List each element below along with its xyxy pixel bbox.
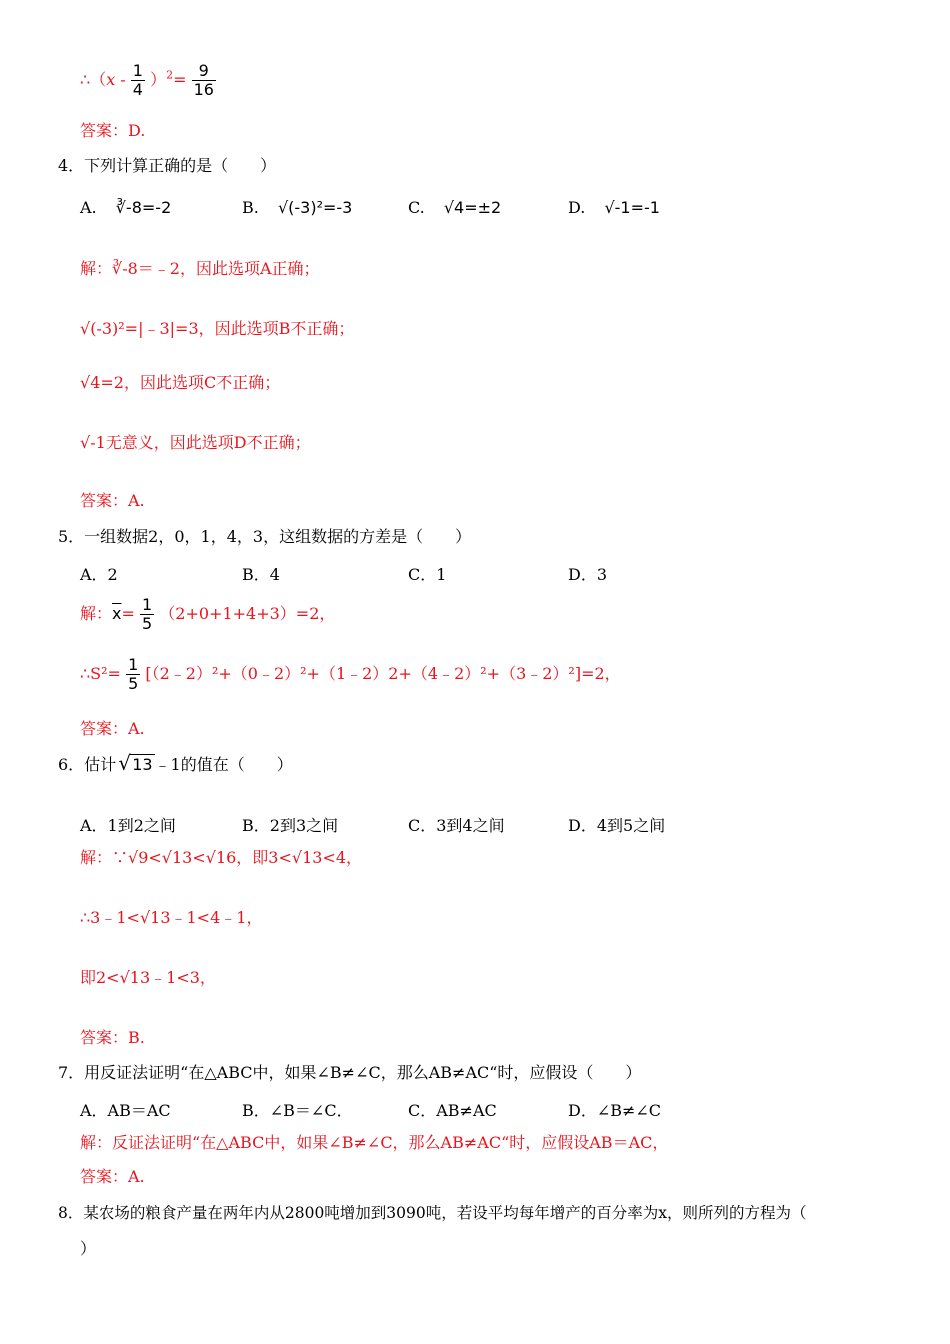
q4-solution-3: √4=2，因此选项C不正确； bbox=[80, 373, 281, 392]
q6-solution-1: 解：∵√9<√13<√16，即3<√13<4， bbox=[80, 848, 363, 867]
q6-option-b: B．2到3之间 bbox=[242, 816, 339, 835]
fraction-one-fifth: $\frac{1}{5}$ bbox=[141, 595, 153, 633]
q4-option-c bbox=[408, 198, 501, 217]
fraction-one-quarter: $\frac{1}{4}$ bbox=[132, 61, 143, 99]
square-exponent: 2 bbox=[166, 68, 174, 82]
q5-sol2-rest: [（2﹣2）²+（0﹣2）²+（1﹣2）2+（4﹣2）²+（3﹣2）²]=2， bbox=[145, 664, 621, 683]
equals-sign: = bbox=[173, 70, 187, 89]
mean-x-bar: $\overline{x}$ bbox=[112, 604, 122, 623]
q4-solution-1: 解：∛-8＝﹣2，因此选项A正确； bbox=[80, 259, 320, 278]
q4-option-c-label: C. bbox=[408, 198, 425, 217]
q6-stem-suffix: ﹣1的值在（ ） bbox=[154, 755, 293, 774]
q6-stem-prefix: 6．估计 bbox=[58, 755, 117, 774]
q4-option-a-label: A. bbox=[80, 198, 97, 217]
var-x: x bbox=[106, 70, 116, 89]
q7-option-a: A．AB＝AC bbox=[80, 1101, 171, 1120]
q4-stem: 4．下列计算正确的是（ ） bbox=[58, 156, 277, 175]
q4-option-a bbox=[80, 198, 171, 217]
q7-option-c: C．AB≠AC bbox=[408, 1101, 497, 1120]
sqrt-13: √ 13 bbox=[118, 754, 154, 776]
q4-option-b-label: B. bbox=[242, 198, 259, 217]
top-solution-line bbox=[80, 62, 216, 99]
q4-option-b bbox=[242, 198, 352, 217]
q4-answer: 答案：A. bbox=[80, 491, 145, 510]
q7-stem: 7．用反证法证明“在△ABC中，如果∠B≠∠C，那么AB≠AC“时，应假设（ ） bbox=[58, 1063, 642, 1082]
q4-solution-4: √-1无意义，因此选项D不正确； bbox=[80, 433, 311, 452]
q7-answer: 答案：A. bbox=[80, 1167, 145, 1186]
q6-solution-3: 即2<√13﹣1<3， bbox=[80, 968, 216, 987]
q6-option-d: D．4到5之间 bbox=[568, 816, 666, 835]
therefore-prefix: ∴（ bbox=[80, 70, 107, 89]
q6-option-a: A．1到2之间 bbox=[80, 816, 176, 835]
q5-sol1-equals: = bbox=[121, 604, 135, 623]
q7-solution: 解：反证法证明“在△ABC中，如果∠B≠∠C，那么AB≠AC“时，应假设AB＝AC， bbox=[80, 1133, 669, 1152]
fraction-nine-sixteenths: $\frac{9}{16}$ bbox=[193, 61, 214, 99]
q4-option-d-expr: √-1=-1 bbox=[604, 198, 660, 217]
q5-option-a: A．2 bbox=[80, 565, 118, 584]
q4-option-d bbox=[568, 198, 660, 217]
q5-stem: 5．一组数据2，0，1，4，3，这组数据的方差是（ ） bbox=[58, 527, 472, 546]
q5-option-c: C．1 bbox=[408, 565, 447, 584]
q5-solution-2 bbox=[80, 656, 621, 693]
q5-answer: 答案：A. bbox=[80, 719, 145, 738]
q4-option-c-expr: √4=±2 bbox=[443, 198, 502, 217]
q6-solution-2: ∴3﹣1<√13﹣1<4﹣1， bbox=[80, 908, 263, 927]
q4-option-d-label: D. bbox=[568, 198, 586, 217]
q8-stem-line1: 8．某农场的粮食产量在两年内从2800吨增加到3090吨，若设平均每年增产的百分率为x，则所列的方程为（ bbox=[58, 1204, 807, 1222]
q6-answer: 答案：B. bbox=[80, 1028, 145, 1047]
q5-sol1-prefix: 解： bbox=[80, 604, 113, 623]
q5-sol2-prefix: ∴S²= bbox=[80, 664, 121, 683]
minus-sign: - bbox=[115, 70, 131, 89]
q4-solution-2: √(-3)²=|﹣3|=3，因此选项B不正确； bbox=[80, 319, 355, 338]
q7-option-d: D．∠B≠∠C bbox=[568, 1101, 662, 1120]
q4-option-a-expr: ∛-8=-2 bbox=[115, 198, 172, 217]
q4-option-b-expr: √(-3)²=-3 bbox=[277, 198, 353, 217]
q6-stem bbox=[58, 754, 293, 776]
q5-option-d: D．3 bbox=[568, 565, 608, 584]
q8-stem-line2: ） bbox=[80, 1239, 97, 1258]
close-paren: ） bbox=[150, 70, 167, 89]
q5-sol1-rest: （2+0+1+4+3）=2， bbox=[159, 604, 336, 623]
q6-option-c: C．3到4之间 bbox=[408, 816, 505, 835]
q7-option-b: B．∠B＝∠C． bbox=[242, 1101, 353, 1120]
q5-solution-1 bbox=[80, 596, 335, 633]
q5-option-b: B．4 bbox=[242, 565, 280, 584]
fraction-one-fifth-variance: $\frac{1}{5}$ bbox=[128, 655, 139, 693]
top-answer: 答案：D. bbox=[80, 121, 146, 140]
